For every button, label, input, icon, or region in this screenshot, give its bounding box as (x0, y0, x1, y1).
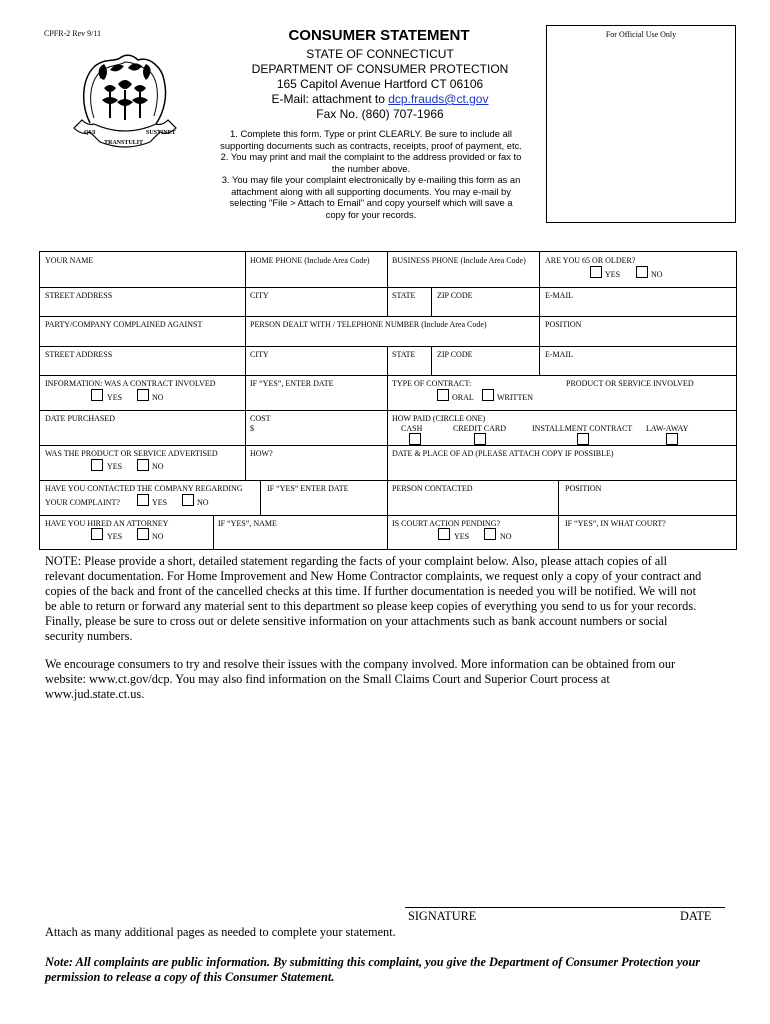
header-address: 165 Capitol Avenue Hartford CT 06106 (276, 77, 484, 91)
yes-label: YES (152, 498, 168, 507)
cash-label: CASH (401, 424, 423, 433)
yes-label: YES (107, 393, 123, 402)
yes-label: YES (454, 532, 470, 541)
installment-label: INSTALLMENT CONTRACT (532, 424, 633, 433)
encourage-line: www.jud.state.ct.us. (45, 687, 145, 701)
instruction-line: attachment along with all supporting documents. You may e-mail by (231, 185, 511, 197)
seal-text-top: QUI (84, 130, 96, 136)
date-place-ad-label: DATE & PLACE OF AD (PLEASE ATTACH COPY IF POSSIBLE) (392, 449, 614, 458)
note-line: copies of the back and front of the cancelled checks at this time. If further documentation is needed you will be notified. We will not (45, 584, 696, 598)
state-seal (70, 48, 180, 158)
product-service-label: PRODUCT OR SERVICE INVOLVED (566, 379, 694, 388)
header-fax: Fax No. (860) 707-1966 (316, 107, 444, 121)
attach-note: Attach as many additional pages as needed to complete your statement. (45, 925, 396, 939)
person-dealt-label: PERSON DEALT WITH / TELEPHONE NUMBER (Include Area Code) (250, 320, 487, 329)
contract-date-label: IF “YES”, ENTER DATE (250, 379, 334, 388)
note-line: Finally, please be sure to cross out or delete sensitive information on your attachments such as bank account numbers or social (45, 614, 668, 628)
company-street-label: STREET ADDRESS (45, 350, 113, 359)
yes-label: YES (107, 532, 123, 541)
instruction-line: 3. You may file your complaint electronically by e-mailing this form as an (221, 174, 521, 185)
note-line: relevant documentation. For Home Improvement and New Home Contractor complaints, we request only a copy of your contract and (45, 569, 702, 583)
what-court-label: IF “YES”, IN WHAT COURT? (565, 519, 666, 528)
instructions (196, 128, 546, 220)
seal-text-right: SUSTINET (146, 130, 176, 136)
advertised-label: WAS THE PRODUCT OR SERVICE ADVERTISED (45, 449, 218, 458)
age-65-label: ARE YOU 65 OR OLDER? (545, 256, 636, 265)
company-city-label: CITY (250, 350, 269, 359)
email-link[interactable]: dcp.frauds@ct.gov (388, 92, 489, 106)
layaway-label: LAW-AWAY (646, 424, 689, 433)
city-label: CITY (250, 291, 269, 300)
yes-label: YES (107, 462, 123, 471)
oral-checkbox[interactable] (437, 389, 449, 401)
court-yes-checkbox[interactable] (438, 528, 450, 540)
note-line: security numbers. (45, 629, 133, 643)
page-title: CONSUMER STATEMENT (288, 27, 470, 44)
statement-area[interactable] (45, 710, 735, 900)
installment-checkbox[interactable] (577, 433, 589, 445)
no-label: NO (651, 270, 663, 279)
party-label: PARTY/COMPANY COMPLAINED AGAINST (45, 320, 203, 329)
instruction-line: 2. You may print and mail the complaint to the address provided or fax to (220, 151, 522, 162)
advertised-yes-checkbox[interactable] (91, 459, 103, 471)
seal-text-ribbon: TRANSTULIT (104, 140, 144, 146)
cash-checkbox[interactable] (409, 433, 421, 445)
dollar-sign: $ (250, 424, 254, 433)
business-phone-label: BUSINESS PHONE (Include Area Code) (392, 256, 526, 265)
age-65-yes-checkbox[interactable] (590, 266, 602, 278)
contacted-label-1: HAVE YOU CONTACTED THE COMPANY REGARDING (45, 484, 243, 493)
note-paragraph (45, 554, 745, 644)
attorney-yes-checkbox[interactable] (91, 528, 103, 540)
how-label: HOW? (250, 449, 273, 458)
age-65-no-checkbox[interactable] (636, 266, 648, 278)
your-name-label: YOUR NAME (45, 256, 94, 265)
type-contract-label: TYPE OF CONTRACT: (392, 379, 472, 388)
yes-label: YES (605, 270, 621, 279)
no-label: NO (152, 462, 164, 471)
court-pending-label: IS COURT ACTION PENDING? (392, 519, 501, 528)
contacted-label-2: YOUR COMPLAINT? (45, 498, 120, 507)
layaway-checkbox[interactable] (666, 433, 678, 445)
note-line: be able to return or forward any material sent to this department so please keep copies of everything you send to us for your records. (45, 599, 697, 613)
contacted-position-label: POSITION (565, 484, 602, 493)
street-address-label: STREET ADDRESS (45, 291, 113, 300)
company-state-label: STATE (392, 350, 416, 359)
credit-card-checkbox[interactable] (474, 433, 486, 445)
state-label: STATE (392, 291, 416, 300)
how-paid-label: HOW PAID (CIRCLE ONE) (392, 414, 486, 423)
zip-label: ZIP CODE (437, 291, 473, 300)
person-contacted-label: PERSON CONTACTED (392, 484, 473, 493)
no-label: NO (500, 532, 512, 541)
contract-yes-checkbox[interactable] (91, 389, 103, 401)
date-label: DATE (680, 909, 712, 923)
no-label: NO (197, 498, 209, 507)
company-email-label: E-MAIL (545, 350, 573, 359)
court-no-checkbox[interactable] (484, 528, 496, 540)
instruction-line: selecting "File > Attach to Email" and copy yourself which will save a (229, 197, 513, 208)
contacted-date-label: IF “YES” ENTER DATE (267, 484, 349, 493)
position-label: POSITION (545, 320, 582, 329)
instruction-line: 1. Complete this form. Type or print CLEARLY. Be sure to include all (230, 128, 512, 139)
header-state: STATE OF CONNECTICUT (306, 47, 454, 61)
public-note-line: Note: All complaints are public information. By submitting this complaint, you give the Department of Consumer Protection your (45, 955, 701, 969)
official-use-label: For Official Use Only (605, 30, 677, 39)
encourage-line: We encourage consumers to try and resolve their issues with the company involved. More information can be obtained from our (45, 657, 676, 671)
no-label: NO (152, 532, 164, 541)
contract-no-checkbox[interactable] (137, 389, 149, 401)
header-block (220, 47, 540, 122)
encourage-line: website: www.ct.gov/dcp. You may also find information on the Small Claims Court and Superior Court process at (45, 672, 610, 686)
advertised-no-checkbox[interactable] (137, 459, 149, 471)
no-label: NO (152, 393, 164, 402)
form-id: CPFR-2 Rev 9/11 (44, 29, 102, 38)
credit-card-label: CREDIT CARD (453, 424, 506, 433)
public-note-line: permission to release a copy of this Consumer Statement. (45, 970, 335, 984)
written-label: WRITTEN (497, 393, 533, 402)
email-label: E-MAIL (545, 291, 573, 300)
encourage-paragraph (45, 657, 745, 702)
oral-label: ORAL (452, 393, 474, 402)
note-line: NOTE: Please provide a short, detailed statement regarding the facts of your complaint below. Also, please attach copies of all (45, 554, 668, 568)
written-checkbox[interactable] (482, 389, 494, 401)
attorney-no-checkbox[interactable] (137, 528, 149, 540)
official-use-box (546, 25, 736, 223)
header-department: DEPARTMENT OF CONSUMER PROTECTION (251, 62, 509, 76)
seal-icon (70, 48, 180, 158)
attorney-label: HAVE YOU HIRED AN ATTORNEY (45, 519, 169, 528)
contacted-no-checkbox[interactable] (182, 494, 194, 506)
cost-label: COST (250, 414, 271, 423)
signature-line[interactable] (405, 907, 725, 908)
public-info-note (45, 955, 700, 985)
home-phone-label: HOME PHONE (Include Area Code) (250, 256, 370, 265)
contract-involved-label: INFORMATION: WAS A CONTRACT INVOLVED (45, 379, 216, 388)
contacted-yes-checkbox[interactable] (137, 494, 149, 506)
date-purchased-label: DATE PURCHASED (45, 414, 116, 423)
instruction-line: the number above. (331, 162, 411, 174)
attorney-name-label: IF “YES”, NAME (218, 519, 277, 528)
signature-label: SIGNATURE (408, 909, 477, 923)
instruction-line: copy for your records. (325, 208, 417, 220)
instruction-line: supporting documents such as contracts, receipts, proof of payment, etc. (220, 139, 522, 151)
company-zip-label: ZIP CODE (437, 350, 473, 359)
header-email: E-Mail: attachment to dcp.frauds@ct.gov (271, 92, 489, 106)
